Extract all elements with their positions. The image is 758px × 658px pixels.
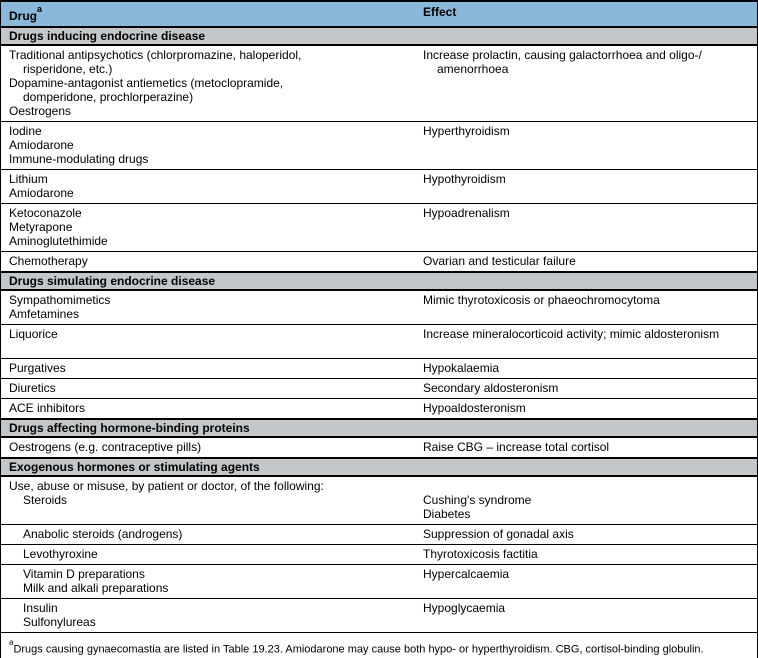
drug-line: Oestrogens (e.g. contraceptive pills): [9, 440, 202, 454]
effect-line: Hypoglycaemia: [423, 601, 506, 615]
drug-superscript: a: [37, 4, 43, 14]
drug-line: Liquorice: [9, 327, 58, 341]
effect-cell: [415, 547, 757, 561]
column-header-drug: [1, 5, 415, 23]
effect-cell: [415, 527, 757, 541]
drug-line: Insulin: [23, 601, 58, 615]
drug-line: Steroids: [23, 493, 68, 507]
effect-line: Increase mineralocorticoid activity; mimic aldosteronism: [423, 327, 720, 341]
drug-line: Iodine: [9, 124, 42, 138]
column-header-effect: [415, 5, 757, 23]
effect-line: Suppression of gonadal axis: [423, 527, 574, 541]
drug-cell: [1, 254, 415, 268]
drug-cell: [1, 527, 415, 541]
drug-cell: [1, 547, 415, 561]
drug-line: Sympathomimetics: [9, 293, 111, 307]
effect-line: Hypokalaemia: [423, 361, 500, 375]
effect-line: amenorrhoea: [437, 62, 509, 76]
drug-line: domperidone, prochlorperazine): [23, 90, 194, 104]
table-row: [1, 203, 757, 251]
effect-line: Hypercalcaemia: [423, 567, 510, 581]
table-row: [1, 358, 757, 378]
effect-cell: [415, 601, 757, 629]
effect-cell: [415, 401, 757, 415]
drug-line: Oestrogens: [9, 104, 72, 118]
effect-cell: [415, 124, 757, 166]
effect-line: Increase prolactin, causing galactorrhoea and oligo-/: [423, 48, 702, 62]
drug-line: ACE inhibitors: [9, 401, 86, 415]
table-row: [1, 378, 757, 398]
drug-cell: [1, 401, 415, 415]
drug-cell: [1, 601, 415, 629]
drug-cell: [1, 206, 415, 248]
table-footnote: [1, 632, 757, 658]
effect-cell: [415, 361, 757, 375]
drug-cell: [1, 327, 415, 355]
table-row: [1, 46, 757, 121]
drug-line: Amiodarone: [9, 186, 74, 200]
column-header-effect-label: Effect: [423, 5, 457, 19]
table-row: [1, 291, 757, 324]
drug-line: Purgatives: [9, 361, 66, 375]
drug-line: Use, abuse or misuse, by patient or doctor, of the following:: [9, 479, 324, 493]
drug-cell: [1, 479, 415, 521]
drug-line: risperidone, etc.): [23, 62, 113, 76]
effect-cell: [415, 48, 757, 118]
drug-line: Amiodarone: [9, 138, 74, 152]
drug-line: Anabolic steroids (androgens): [23, 527, 183, 541]
drug-cell: [1, 293, 415, 321]
table-row: [1, 438, 757, 457]
drug-line: Sulfonylureas: [23, 615, 96, 629]
table-row: [1, 544, 757, 564]
drug-line: Milk and alkali preparations: [23, 581, 169, 595]
effect-cell: [415, 479, 757, 521]
effect-line: Mimic thyrotoxicosis or phaeochromocytoma: [423, 293, 660, 307]
section-header: Exogenous hormones or stimulating agents: [1, 457, 757, 477]
effect-line: [423, 479, 757, 493]
drug-cell: [1, 440, 415, 454]
table-row: [1, 477, 757, 524]
footnote-text: Drugs causing gynaecomastia are listed in Table 19.23. Amiodarone may cause both hypo- or hyperthyroidism. CBG, cortisol-binding globulin.: [13, 643, 704, 656]
effect-line: Hyperthyroidism: [423, 124, 510, 138]
effect-cell: [415, 254, 757, 268]
effect-cell: [415, 206, 757, 248]
table-row: [1, 524, 757, 544]
table-row: [1, 564, 757, 598]
effect-line: Thyrotoxicosis factitia: [423, 547, 538, 561]
section-header: Drugs inducing endocrine disease: [1, 26, 757, 46]
drug-cell: [1, 381, 415, 395]
drug-line: Levothyroxine: [23, 547, 98, 561]
table-row: [1, 251, 757, 271]
effect-line: Raise CBG – increase total cortisol: [423, 440, 610, 454]
drug-line: Chemotherapy: [9, 254, 88, 268]
effect-cell: [415, 440, 757, 454]
effect-cell: [415, 381, 757, 395]
column-header-drug-label: Drug: [9, 9, 37, 23]
effect-cell: [415, 567, 757, 595]
drug-line: Dopamine-antagonist antiemetics (metoclopramide,: [9, 76, 284, 90]
effect-line: Diabetes: [423, 507, 471, 521]
drug-line: Metyrapone: [9, 220, 73, 234]
effect-cell: [415, 293, 757, 321]
effect-line: Ovarian and testicular failure: [423, 254, 576, 268]
effect-line: Hypothyroidism: [423, 172, 506, 186]
drug-cell: [1, 48, 415, 118]
drug-cell: [1, 124, 415, 166]
drug-line: Traditional antipsychotics (chlorpromazine, haloperidol,: [9, 48, 302, 62]
drug-line: [9, 341, 415, 355]
table-row: [1, 324, 757, 358]
drug-cell: [1, 172, 415, 200]
drug-cell: [1, 567, 415, 595]
table-body: [1, 26, 757, 632]
effect-line: Cushing's syndrome: [423, 493, 532, 507]
drug-line: Diuretics: [9, 381, 56, 395]
effect-line: Hypoadrenalism: [423, 206, 510, 220]
effect-line: Secondary aldosteronism: [423, 381, 559, 395]
table-row: [1, 121, 757, 169]
section-header: Drugs affecting hormone-binding proteins: [1, 418, 757, 438]
drug-line: Ketoconazole: [9, 206, 82, 220]
drug-line: Lithium: [9, 172, 48, 186]
table-row: [1, 169, 757, 203]
table-row: [1, 598, 757, 632]
effect-cell: [415, 327, 757, 355]
table-header-row: [1, 2, 757, 26]
drug-cell: [1, 361, 415, 375]
effect-line: Hypoaldosteronism: [423, 401, 526, 415]
drug-line: Amfetamines: [9, 307, 80, 321]
drug-line: Immune-modulating drugs: [9, 152, 149, 166]
effect-cell: [415, 172, 757, 200]
drug-line: Vitamin D preparations: [23, 567, 145, 581]
section-header: Drugs simulating endocrine disease: [1, 271, 757, 291]
footnote-superscript: a: [9, 638, 14, 647]
table-row: [1, 398, 757, 418]
drug-line: Aminoglutethimide: [9, 234, 108, 248]
